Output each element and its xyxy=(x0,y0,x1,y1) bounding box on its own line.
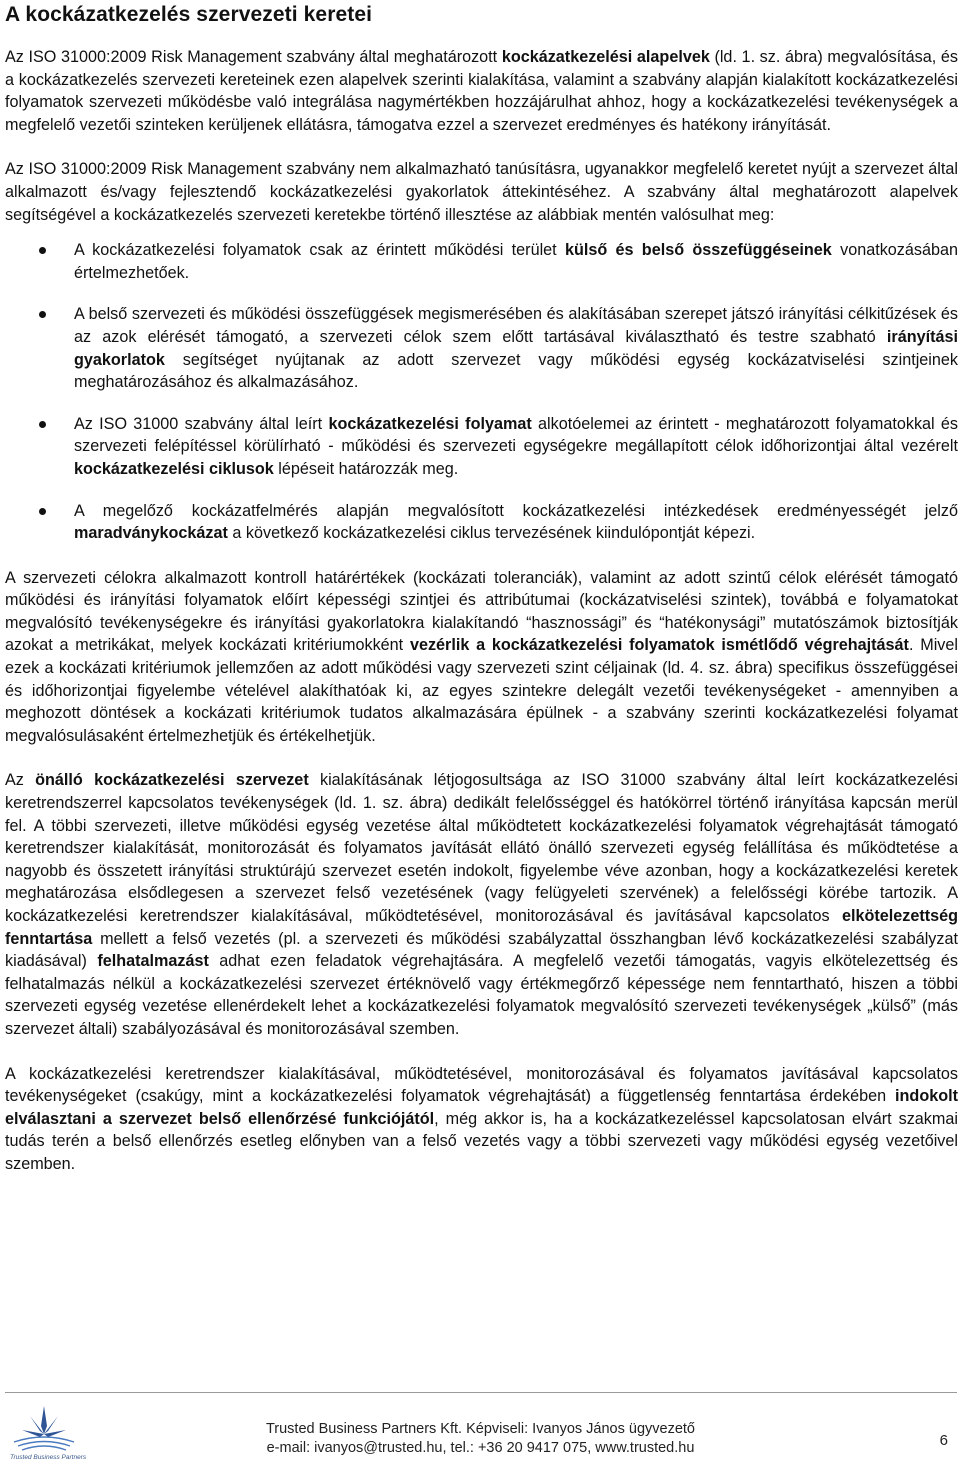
bullet-icon xyxy=(39,247,46,254)
bullet-icon xyxy=(39,311,46,318)
bold-term: elkötelezettség fenntartása xyxy=(5,907,958,948)
bold-term: külső és belső összefüggéseinek xyxy=(564,241,832,260)
paragraph-5 xyxy=(5,1063,958,1176)
page-footer xyxy=(0,1392,960,1467)
bold-term: felhatalmazást xyxy=(97,952,209,971)
text-run: A szervezeti célokra alkalmazott kontroll határértékek (kockázati toleranciák), valamint az adott szintű célok elérését támogató működési és irányítási folyamatok előírt képességi szintjei és attribútumai (kockázatviselési szintek), továbbá e folyamatokat megvalósító tevékenységekre és irányítási gyakorlatokra kialakítandó “hasznossági” és “hatékonysági” mutatószámok biztosítják azokat a metrikákat, melyek kockázati kritériumokként xyxy=(5,568,958,655)
bold-term: önálló kockázatkezelési szervezet xyxy=(35,771,309,790)
paragraph-2: Az ISO 31000:2009 Risk Management szabvány nem alkalmazható tanúsításra, ugyanakkor megfelelő keretet nyújt a szervezet által alkalmazott és/vagy fejlesztendő kockázatkezelési gyakorlatok áttekintéséhez. A szabvány által meghatározott alapelvek segítségével a kockázatkezelés szervezeti keretekbe történő illesztése az alábbiak mentén valósulhat meg: xyxy=(5,160,958,224)
text-run: A kockázatkezelési keretrendszer kialakításával, működtetésével, monitorozásával és folyamatos javításával kapcsolatos tevékenységeket (csakúgy, mint a kockázatkezelési folyamatok végrehajtását) a függetlenség fenntartása érdekében xyxy=(5,1064,958,1106)
text-run: adhat ezen feladatok végrehajtására. A megfelelő vezetői támogatás, vagyis elkötelezettség és felhatalmazás nélkül a kockázatkezelési szervezet értéknövelő vagy értékmegőrző képessége nem fenntartható, hiszen a többi szervezeti egység vezetése ellenérdekelt lehet a kockázatkezelési folyamatok megvalósító szervezeti tevékenységek „külső” (más szervezet általi) szabályozásával és monitorozásával szemben. xyxy=(5,952,958,1038)
text-run: alkotóelemei az érintett - meghatározott folyamatokkal és szervezeti felépítéssel körülírható - működési és szervezeti egységekre megállapított célok időhorizontjai által vezérelt xyxy=(74,414,958,456)
bold-term: kockázatkezelési ciklusok xyxy=(74,459,274,478)
bullet-icon xyxy=(39,508,46,515)
page-number: 6 xyxy=(939,1432,948,1449)
text-run: a következő kockázatkezelési ciklus tervezésének kiindulópontját képezi. xyxy=(227,524,756,543)
bold-term: irányítási gyakorlatok xyxy=(74,327,958,369)
bold-term: kockázatkezelési folyamat xyxy=(328,414,532,433)
paragraph-1 xyxy=(5,46,958,136)
text-run: Az ISO 31000:2009 Risk Management szabvány által meghatározott xyxy=(5,48,502,66)
text-run: , még akkor is, ha a kockázatkezeléssel kapcsolatosan elvárt szakmai tudás terén a belső ellenőrzés esetleg előnyben van a felső vezetés vagy a többi szervezeti vagy működési egység vezetőivel szemben. xyxy=(5,1109,958,1173)
text-run: . Mivel ezek a kockázati kritériumok jellemzően az adott működési vagy szervezeti szint céljainak (ld. 4. sz. ábra) specifikus összefüggései és időhorizontjai figyelembe vételével alakíthatóak ki, az egyes szintekre delegált vezetői tevékenységeket - amennyiben a meghozott döntések a kockázati kritériumok tudatos alkalmazására épülnek - a szabvány szerinti kockázatkezelési folyamat megvalósulásaként értelmezhetjük és értékelhetjük. xyxy=(5,636,958,745)
text-run: segítséget nyújtanak az adott szervezet vagy működési egység kockázatviselési szintjeinek meghatározásához és alkalmazásához. xyxy=(74,350,958,392)
paragraph-4 xyxy=(5,769,958,1040)
text-run: vonatkozásában értelmezhetőek. xyxy=(74,241,958,282)
text-run: mellett a felső vezetés (pl. a szervezeti és működési szabályzattal összhangban lévő kockázatkezelési szabályzat kiadásával) xyxy=(5,929,958,971)
text-run: A kockázatkezelési folyamatok csak az érintett működési terület xyxy=(74,241,565,260)
text-run: Az xyxy=(5,771,36,790)
list-item xyxy=(5,500,958,545)
bold-term: indokolt elválasztani a szervezet belső ellenőrzésé funkciójától xyxy=(5,1087,958,1128)
bullet-list xyxy=(5,239,958,545)
paragraph-3 xyxy=(5,567,958,748)
list-item xyxy=(5,303,958,393)
list-item xyxy=(5,413,958,481)
bold-term: kockázatkezelési alapelvek xyxy=(501,48,710,66)
page-title: A kockázatkezelés szervezeti keretei xyxy=(5,3,373,26)
text-run: kialakításának létjogosultsága az ISO 31000 szabvány által leírt kockázatkezelési keretrendszerrel kapcsolatos tevékenységek (ld. 1. sz. ábra) dedikált felelősséggel és hatókörrel történő irányítása kapcsán merül fel. A többi szervezeti, illetve működési egység vezetése által működtetett kockázatkezelési folyamatok végrehajtását támogató keretrendszer kialakítását, monitorozását és folyamatos javítását ellátó önálló szervezeti egység felállítása és működtetése a nagyobb és összetett irányítási struktúrájú szervezet esetén indokolt, figyelembe véve azonban, hogy a kockázatkezelési keretek meghatározása elsődlegesen a szervezet felső vezetésének (vagy felügyeleti szervének) a felelősségi körébe tartozik. A kockázatkezelési keretrendszer kialakításával, működtetésével, monitorozásával és javításával kapcsolatos xyxy=(5,771,958,925)
text-run: A megelőző kockázatfelmérés alapján megvalósított kockázatkezelési intézkedések eredményességét jelző xyxy=(74,501,958,520)
list-item xyxy=(5,239,958,284)
text-run: lépéseit határozzák meg. xyxy=(273,459,459,478)
logo-text: Trusted Business Partners xyxy=(10,1454,87,1461)
bold-term: maradványkockázat xyxy=(74,524,228,543)
bullet-icon xyxy=(39,421,46,428)
footer-line-contact: e-mail: ivanyos@trusted.hu, tel.: +36 20 9417 075, www.trusted.hu xyxy=(266,1440,695,1456)
footer-line-company: Trusted Business Partners Kft. Képviseli: Ivanyos János ügyvezető xyxy=(265,1421,696,1437)
text-run: Az ISO 31000 szabvány által leírt xyxy=(74,414,329,433)
text-run: (ld. 1. sz. ábra) megvalósítása, és a kockázatkezelés szervezeti kereteinek ezen alapelvek szerinti kialakítása, valamint a szabvány alapján kialakított kockázatkezelési folyamatok szervezeti működésbe való integrálása nagymértékben hozzájárulhat ahhoz, hogy a kockázatkezelési tevékenységek a megfelelő vezetői szinteken kerüljenek ellátásra, támogatva ezzel a szervezet eredményes és hatékony irányítását. xyxy=(5,48,958,134)
footer-divider xyxy=(5,1392,957,1393)
bold-term: vezérlik a kockázatkezelési folyamatok ismétlődő végrehajtását xyxy=(409,636,909,655)
footer-contact xyxy=(0,1420,960,1458)
text-run: A belső szervezeti és működési összefüggések megismerésében és alakításában szerepet játszó irányítási célkitűzések és az azok elérését támogató, a szervezeti célok szem előtt tartásával kiválasztható és testre szabható xyxy=(74,305,958,346)
document-body xyxy=(5,46,958,1198)
